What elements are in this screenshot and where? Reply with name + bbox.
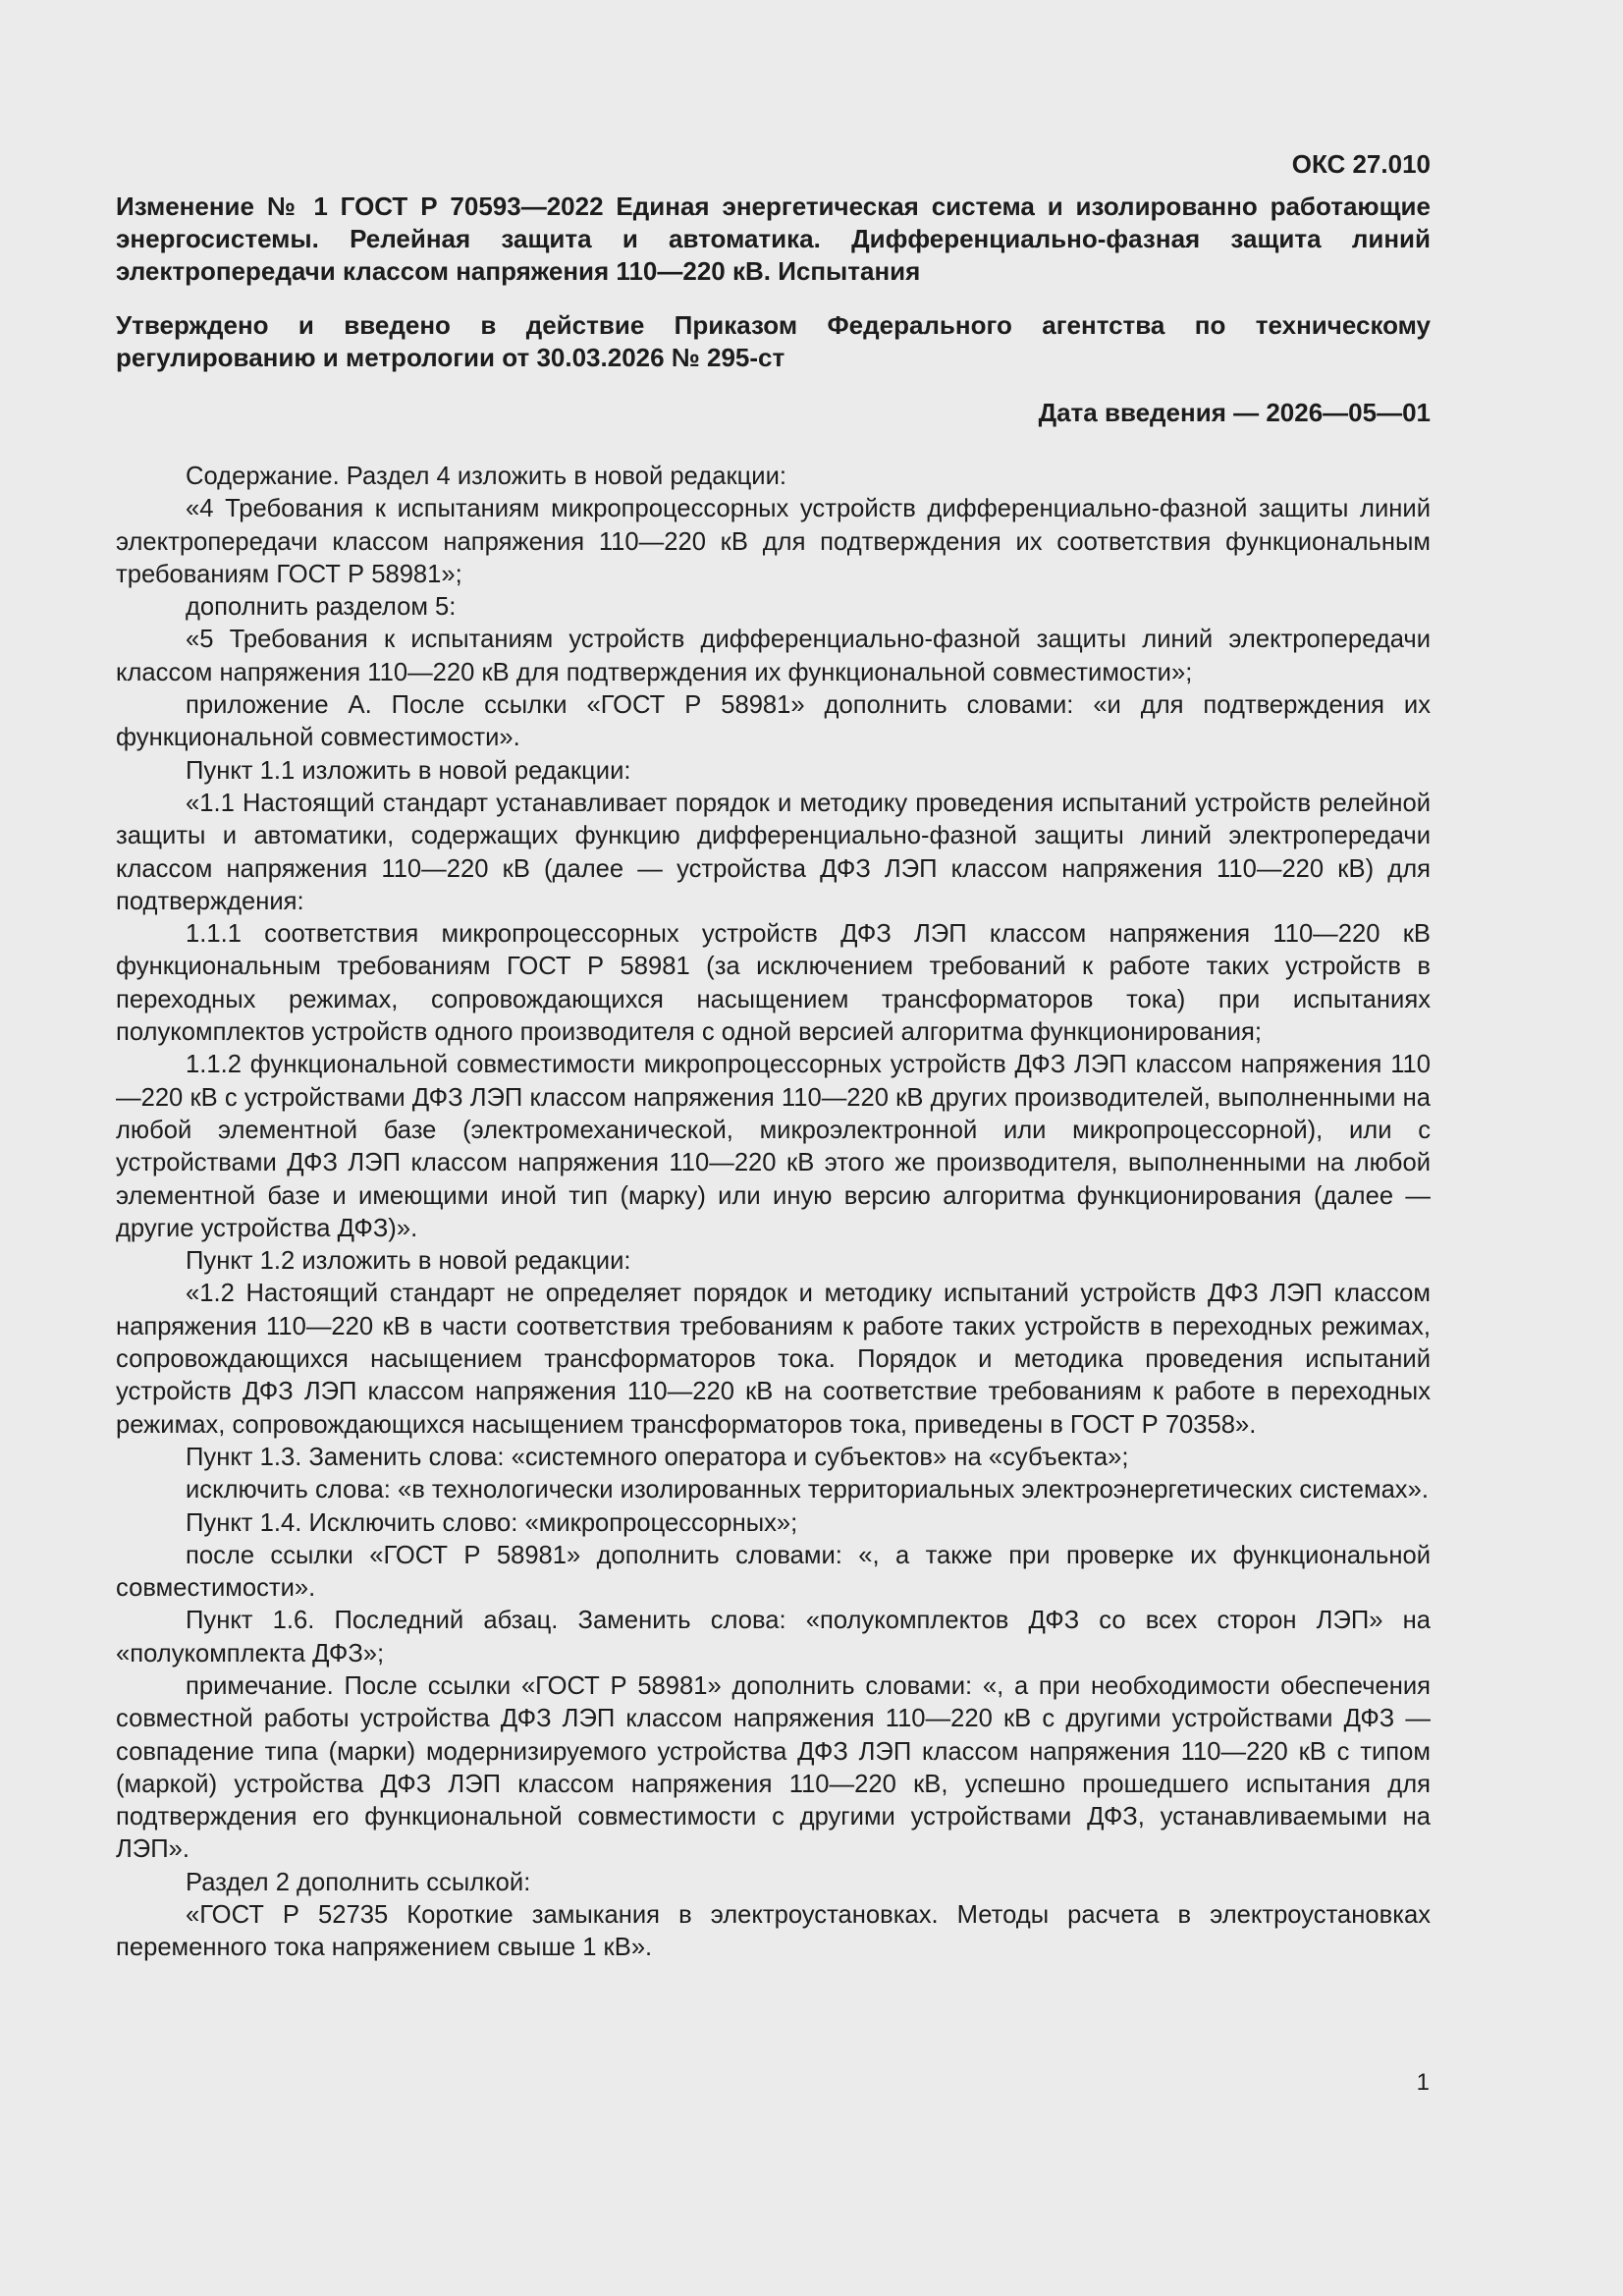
introduction-date: Дата введения — 2026—05—01	[1038, 398, 1431, 427]
paragraph: Пункт 1.6. Последний абзац. Заменить слова: «полукомплектов ДФЗ со всех сторон ЛЭП» на «полукомплекта ДФЗ»;	[116, 1607, 1431, 1667]
paragraph: Пункт 1.1 изложить в новой редакции:	[186, 756, 631, 785]
paragraph: Содержание. Раздел 4 изложить в новой редакции:	[186, 463, 786, 490]
classification-code: ОКС 27.010	[1291, 149, 1431, 179]
paragraph: Пункт 1.2 изложить в новой редакции:	[186, 1247, 631, 1276]
paragraph: 1.1.1 соответствия микропроцессорных устройств ДФЗ ЛЭП классом напряжения 110—220 кВ функциональным требованиям ГОСТ Р 58981 (за исключением требований к работе таких устройств в переходных режимах, сопровождающихся насыщением трансформаторов тока) при испытаниях полукомплектов устройств одного производителя с одной версией алгоритма функционирования;	[116, 920, 1431, 1047]
document-body	[116, 461, 1431, 1965]
paragraph: Раздел 2 дополнить ссылкой:	[186, 1868, 531, 1896]
paragraph: после ссылки «ГОСТ Р 58981» дополнить словами: «, а также при проверке их функциональной совместимости».	[116, 1541, 1431, 1603]
paragraph: Пункт 1.3. Заменить слова: «системного оператора и субъектов» на «субъекта»;	[186, 1443, 1129, 1471]
paragraph: приложение А. После ссылки «ГОСТ Р 58981» дополнить словами: «и для подтверждения их функциональной совместимости».	[116, 691, 1431, 752]
approval-statement: Утверждено и введено в действие Приказом Федерального агентства по техническому регулированию и метрологии от 30.03.2026 № 295-ст	[116, 310, 1431, 372]
paragraph: Пункт 1.4. Исключить слово: «микропроцессорных»;	[186, 1508, 798, 1537]
paragraph: примечание. После ссылки «ГОСТ Р 58981» дополнить словами: «, а при необходимости обеспечения совместной работы устройства ДФЗ ЛЭП классом напряжения 110—220 кВ с другими устройствами ДФЗ — совпадение типа (марки) модернизируемого устройства ДФЗ ЛЭП классом напряжения 110—220 кВ с типом (маркой) устройства ДФЗ ЛЭП классом напряжения 110—220 кВ, успешно прошедшего испытания для подтверждения его функциональной совместимости с другими устройствами ДФЗ, устанавливаемыми на ЛЭП».	[116, 1671, 1431, 1864]
page-number: 1	[1416, 2069, 1430, 2096]
paragraph: 1.1.2 функциональной совместимости микропроцессорных устройств ДФЗ ЛЭП классом напряжения 110—220 кВ с устройствами ДФЗ ЛЭП классом напряжения 110—220 кВ других производителей, выполненными на любой элементной базе (электромеханической, микроэлектронной или микропроцессорной), или с устройствами ДФЗ ЛЭП классом напряжения 110—220 кВ этого же производителя, выполненными на любой элементной базе и имеющими иной тип (марку) или иную версию алгоритма функционирования (далее — другие устройства ДФЗ)».	[116, 1051, 1431, 1242]
paragraph: «4 Требования к испытаниям микропроцессорных устройств дифференциально-фазной защиты линий электропередачи классом напряжения 110—220 кВ для подтверждения их соответствия функциональным требованиям ГОСТ Р 58981»;	[116, 495, 1431, 588]
document-page	[116, 147, 1431, 1965]
paragraph: «1.1 Настоящий стандарт устанавливает порядок и методику проведения испытаний устройств релейной защиты и автоматики, содержащих функцию дифференциально-фазной защиты линий электропередачи классом напряжения 110—220 кВ (далее — устройства ДФЗ ЛЭП классом напряжения 110—220 кВ) для подтверждения:	[116, 789, 1431, 915]
paragraph: «ГОСТ Р 52735 Короткие замыкания в электроустановках. Методы расчета в электроустановках переменного тока напряжением свыше 1 кВ».	[116, 1901, 1431, 1962]
paragraph: «1.2 Настоящий стандарт не определяет порядок и методику испытаний устройств ДФЗ ЛЭП классом напряжения 110—220 кВ в части соответствия требованиям к работе таких устройств в переходных режимах, сопровождающихся насыщением трансформаторов тока. Порядок и методика проведения испытаний устройств ДФЗ ЛЭП классом напряжения 110—220 кВ на соответствие требованиям к работе в переходных режимах, сопровождающихся насыщением трансформаторов тока, приведены в ГОСТ Р 70358».	[116, 1280, 1431, 1439]
document-title: Изменение № 1 ГОСТ Р 70593—2022 Единая энергетическая система и изолированно работающие энергосистемы. Релейная защита и автоматика. Дифференциально-фазная защита линий электропередачи классом напряжения 110—220 кВ. Испытания	[116, 191, 1431, 286]
paragraph: «5 Требования к испытаниям устройств дифференциально-фазной защиты линий электропередачи классом напряжения 110—220 кВ для подтверждения их функциональной совместимости»;	[116, 626, 1431, 686]
paragraph: дополнить разделом 5:	[186, 593, 457, 622]
paragraph: исключить слова: «в технологически изолированных территориальных электроэнергетических системах».	[186, 1476, 1429, 1504]
